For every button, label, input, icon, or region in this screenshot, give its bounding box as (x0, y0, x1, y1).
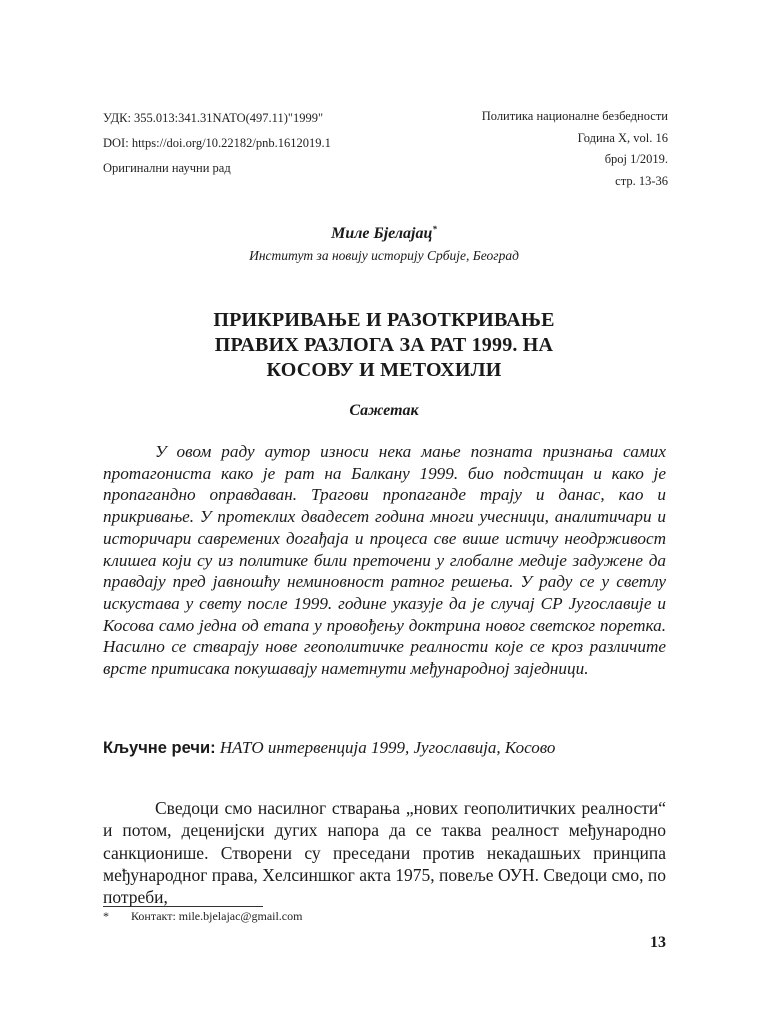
keywords-value: НАТО интервенција 1999, Југославија, Косово (219, 738, 556, 757)
journal-issue: број 1/2019. (604, 152, 668, 166)
page-number: 13 (650, 934, 666, 951)
paper-type: Оригинални научни рад (103, 161, 231, 175)
doi-link[interactable]: DOI: https://doi.org/10.22182/pnb.1612019.1 (103, 136, 331, 150)
journal-name: Политика националне безбедности (481, 109, 668, 123)
title-line-2: ПРАВИХ РАЗЛОГА ЗА РАТ 1999. НА (214, 334, 554, 356)
body-paragraph: Сведоци смо насилног стварања „нових геополитичких реалности“ и потом, деценијски дугих напора да се таква реалност међународно санкционише. Створени су преседани против некадашњих принципа међународног права, Хелсиншког акта 1975, повеље ОУН. Сведоци смо, по потреби, (103, 798, 666, 908)
footnote-divider (103, 906, 263, 907)
udc-code: УДК: 355.013:341.31NATO(497.11)"1999" (103, 111, 324, 125)
footnote-text: Контакт: mile.bjelajac@gmail.com (131, 909, 303, 923)
author-affiliation: Институт за новију историју Србије, Београд (249, 248, 519, 263)
journal-info (420, 106, 668, 192)
footnote-marker: * (103, 909, 109, 923)
article-title (130, 308, 638, 383)
title-line-3: КОСОВУ И МЕТОХИЛИ (266, 359, 502, 381)
keywords (103, 737, 673, 759)
article-metadata (103, 106, 331, 181)
abstract-text: У овом раду аутор износи нека мање позната признања самих протагониста како је рат на Балкану 1999. био подстицан и како је пропагандно оправдаван. Трагови пропаганде трају и данас, као и прикривање. У протеклих двадесет година многи учесници, аналитичари и историчари савремених догађаја и процеса све више истичу неодрживост клишеа који су из политике били преточени у глобалне медије задужене да правдају пред јавношћу неминовност ратног решења. У раду се у светлу искустава у свету после 1999. године указује да је случај СР Југославије и Косова само једна од етапа у провођењу доктрина новог светског поретка. Насилно се стварају нове геополитичке реалности које се кроз различите врсте притисака покушавају наметнути међународној заједници. (103, 442, 666, 679)
abstract-heading: Сажетак (349, 402, 419, 419)
journal-pages: стр. 13-36 (615, 173, 668, 188)
footnote (103, 908, 302, 924)
journal-year-volume: Година X, vol. 16 (577, 130, 668, 145)
title-line-1: ПРИКРИВАЊЕ И РАЗОТКРИВАЊЕ (213, 309, 555, 331)
author-name-line (0, 224, 768, 243)
author-name: Миле Бјелајац (331, 225, 433, 242)
keywords-label: Кључне речи: (103, 739, 216, 757)
author-footnote-marker[interactable]: * (432, 224, 437, 234)
